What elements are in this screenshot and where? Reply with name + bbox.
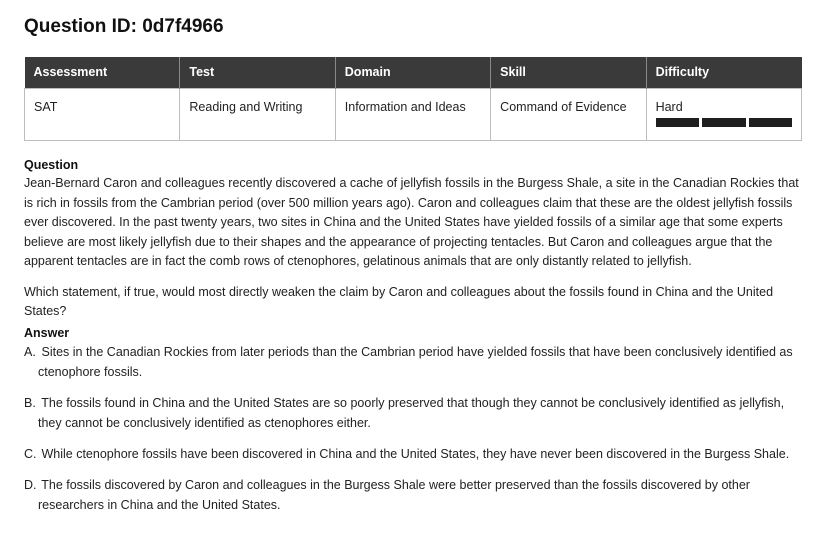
cell-difficulty [646, 88, 801, 140]
choice-text: The fossils discovered by Caron and colleagues in the Burgess Shale were better preserved than the fossils discovered by other researchers in China and the United States. [38, 478, 750, 512]
choice-letter: C. [24, 447, 37, 461]
cell-skill: Command of Evidence [491, 88, 646, 140]
header-test: Test [180, 57, 335, 88]
difficulty-meter [656, 118, 792, 127]
cell-assessment: SAT [25, 88, 180, 140]
choice-letter: B. [24, 396, 36, 410]
question-label: Question [24, 158, 79, 172]
difficulty-label: Hard [655, 99, 683, 114]
answer-choice-b[interactable] [24, 393, 804, 433]
header-assessment: Assessment [25, 57, 180, 88]
answer-choice-a[interactable] [24, 342, 804, 382]
difficulty-bar [749, 118, 792, 127]
cell-test: Reading and Writing [180, 88, 335, 140]
header-difficulty: Difficulty [646, 57, 801, 88]
answer-section [24, 326, 804, 526]
answer-choices [24, 342, 804, 515]
question-passage: Jean-Bernard Caron and colleagues recently discovered a cache of jellyfish fossils in the Burgess Shale, a site in the Canadian Rockies that is rich in fossils from the Cambrian period (over 500 million years ago). Caron and colleagues claim that these are the oldest jellyfish fossils ever discovered. In the past twenty years, two sites in China and the United States have yielded fossils of a similar age that some experts believe are most likely jellyfish due to their shapes and the appearance of projecting tentacles. But Caron and colleagues argue that the apparent tentacles are in fact the comb rows of ctenophores, gelatinous animals that are only distantly related to jellyfish. [24, 176, 799, 268]
choice-text: Sites in the Canadian Rockies from later periods than the Cambrian period have yielded fossils that have been conclusively identified as ctenophore fossils. [38, 345, 793, 379]
question-metadata-table [24, 57, 802, 141]
choice-text: While ctenophore fossils have been discovered in China and the United States, they have never been discovered in the Burgess Shale. [41, 447, 790, 461]
header-domain: Domain [335, 57, 490, 88]
difficulty-bar [656, 118, 699, 127]
difficulty-bar [702, 118, 745, 127]
choice-letter: D. [24, 478, 37, 492]
answer-label: Answer [24, 326, 70, 340]
table-header-row [25, 57, 802, 88]
header-skill: Skill [491, 57, 646, 88]
choice-text: The fossils found in China and the United States are so poorly preserved that though they cannot be conclusively identified as jellyfish, they cannot be conclusively identified as ctenophores either. [38, 396, 785, 430]
question-prompt: Which statement, if true, would most directly weaken the claim by Caron and colleagues about the fossils found in China and the United States? [24, 284, 774, 318]
question-section [24, 158, 804, 322]
table-row [25, 88, 802, 140]
answer-choice-c[interactable] [24, 444, 804, 464]
choice-letter: A. [24, 345, 36, 359]
answer-choice-d[interactable] [24, 475, 804, 515]
page-title: Question ID: 0d7f4966 [24, 16, 224, 37]
cell-domain: Information and Ideas [335, 88, 490, 140]
